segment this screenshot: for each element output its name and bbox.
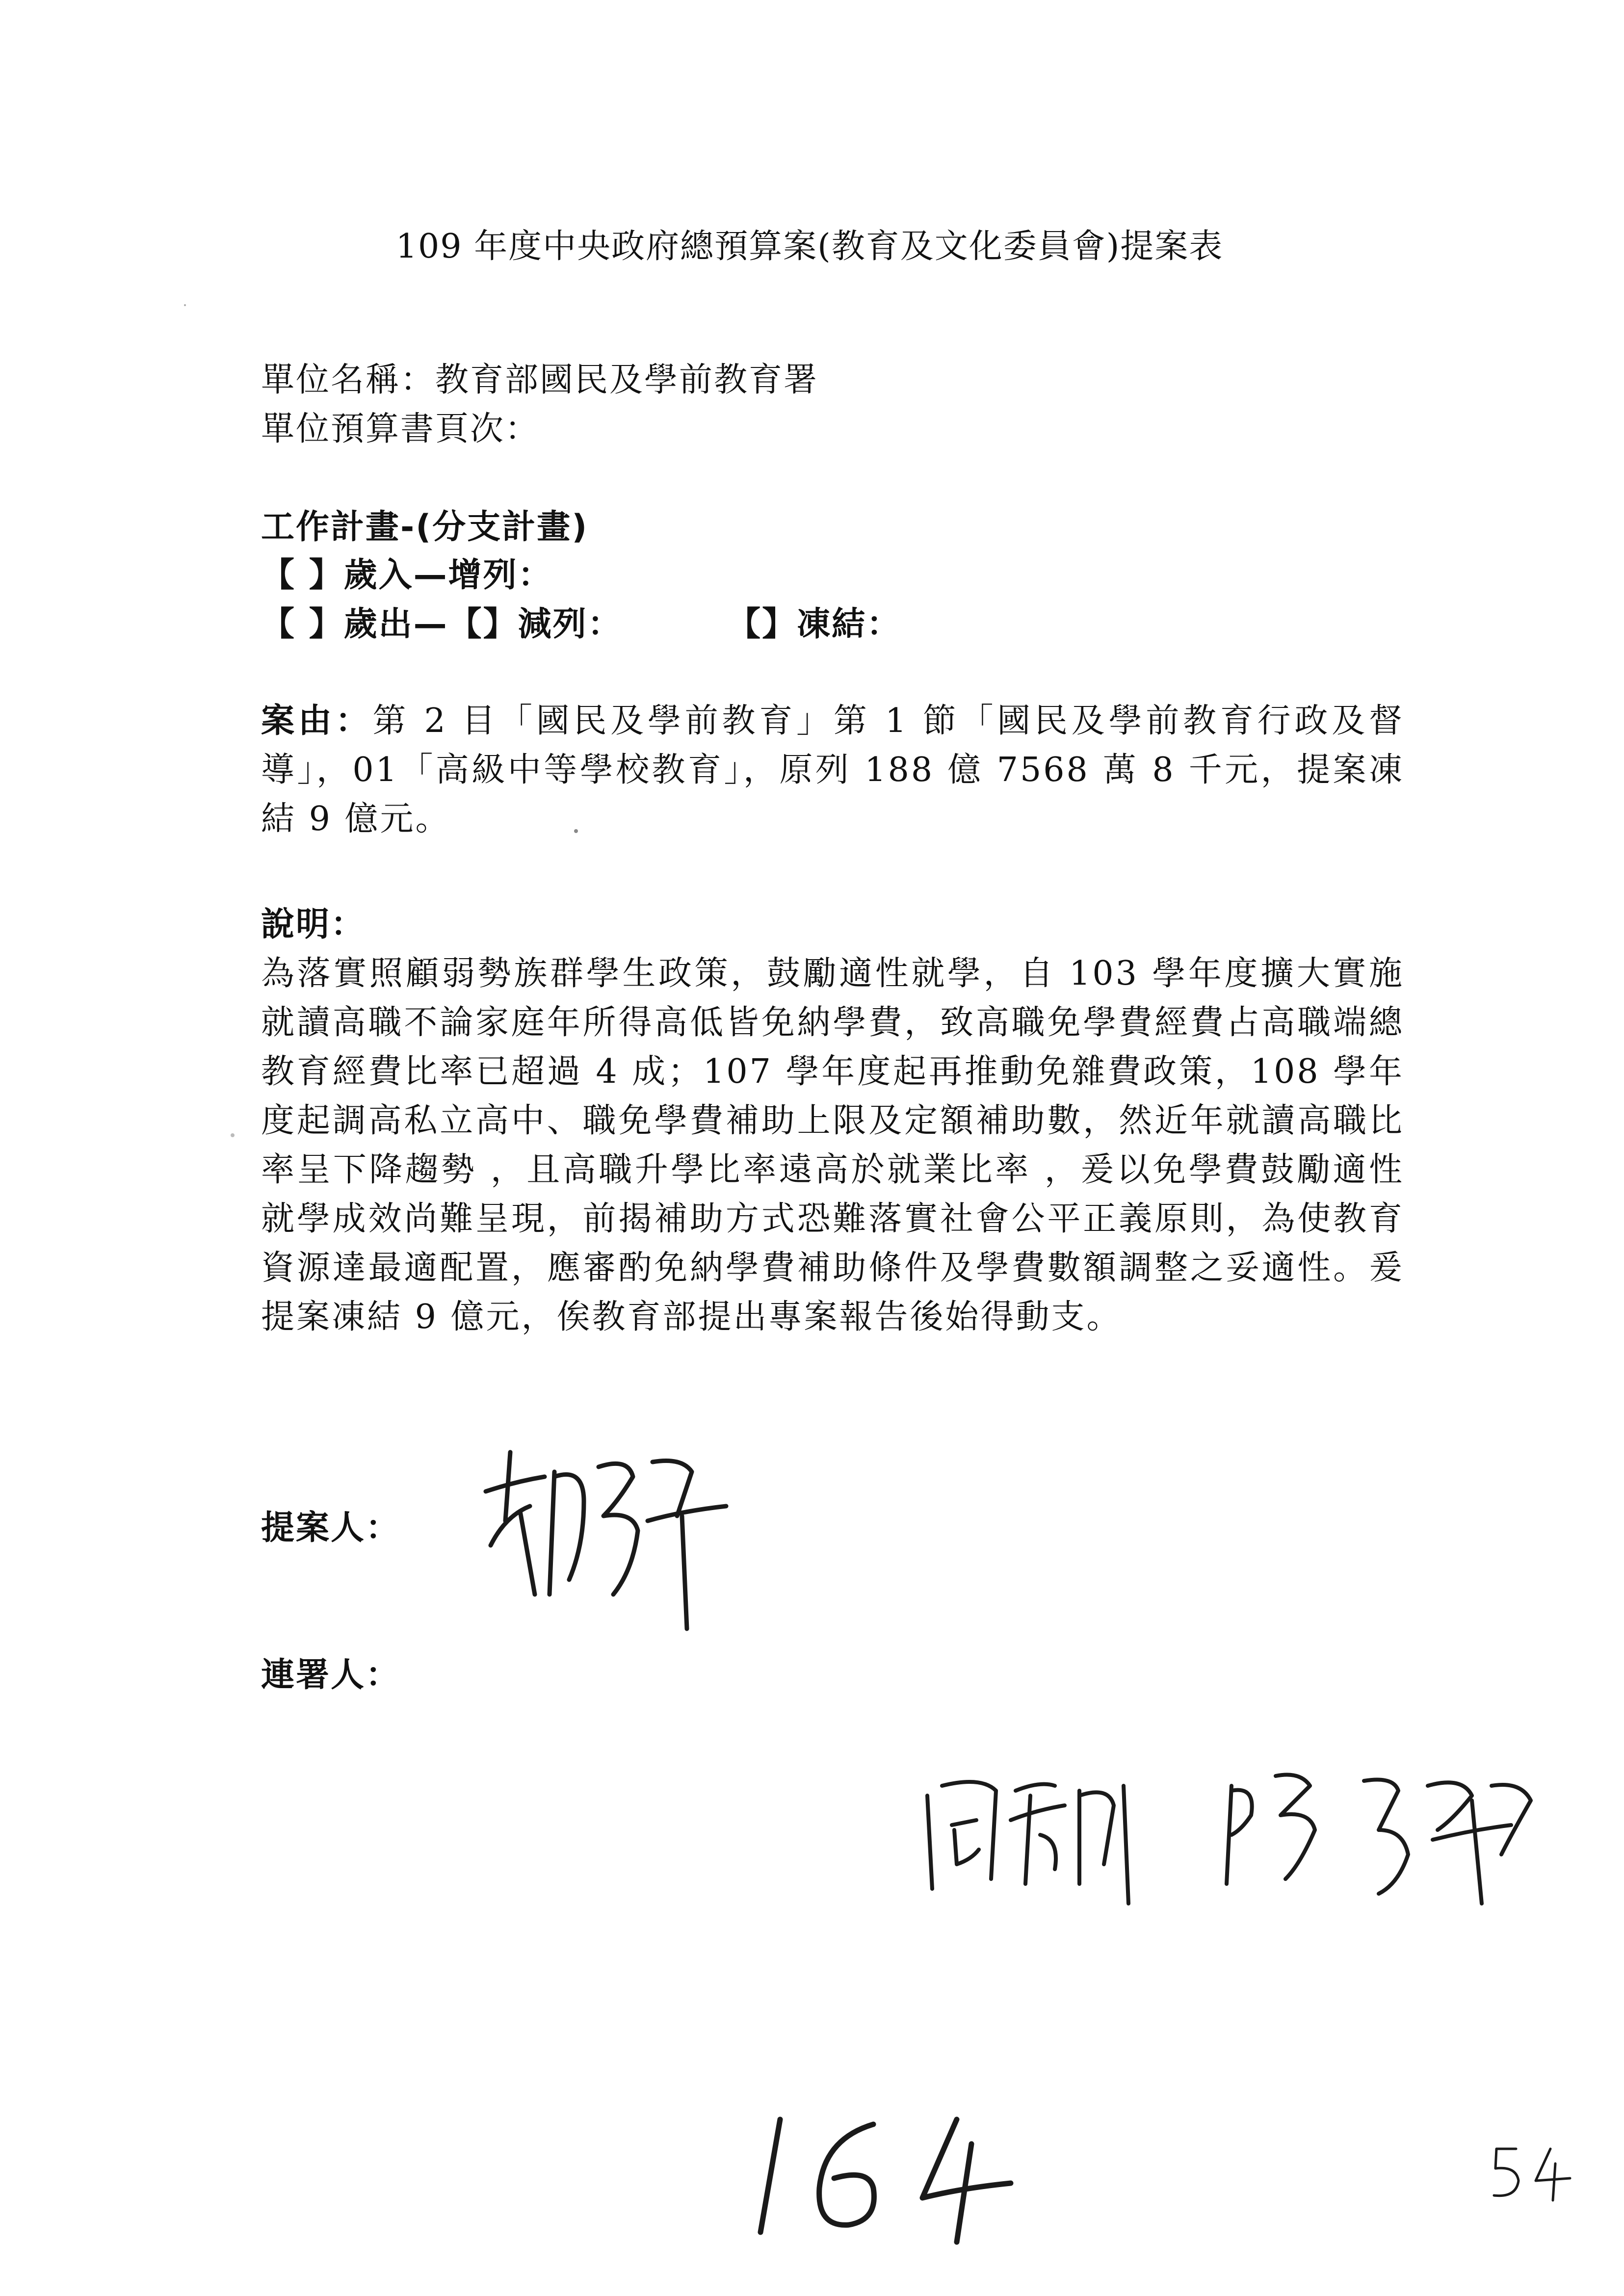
scan-speck: [184, 304, 186, 306]
explanation-text: 為落實照顧弱勢族群學生政策，鼓勵適性就學，自 103 學年度擴大實施就讀高職不論家庭年所得高低皆免納學費，致高職免學費經費占高職端總教育經費比率已超過 4 成；107 學年度起再推動免雜費政策，108 學年度起調高私立高中、職免學費補助上限及定額補助數，然近年就讀高職比率呈下降趨勢 ，且高職升學比率遠高於就業比率 ，爰以免學費鼓勵適性就學成效尚難呈現，前揭補助方式恐難落實社會公平正義原則，為使教育資源達最適配置，應審酌免納學費補助條件及學費數額調整之妥適性。爰提案凍結 9 億元，俟教育部提出專案報告後始得動支。: [261, 954, 1404, 1336]
scan-speck: [574, 829, 578, 833]
budget-page-reference: 單位預算書頁次：: [261, 410, 540, 448]
proposer-label: 提案人：: [261, 1509, 401, 1547]
explanation-label: 說明：: [261, 905, 366, 944]
handwritten-page-number: [726, 2100, 1030, 2247]
cosigner-label: 連署人：: [261, 1656, 401, 1695]
proposer-signature: [471, 1433, 746, 1644]
case-paragraph: [261, 697, 1404, 844]
freeze-label: 【】凍結：: [727, 605, 902, 644]
unit-name: 單位名稱：教育部國民及學前教育署: [261, 361, 819, 399]
expense-line: [261, 598, 901, 645]
case-text: 第 2 目「國民及學前教育」第 1 節「國民及學前教育行政及督導」，01「高級中等學校教育」，原列 188 億 7568 萬 8 千元，提案凍結 9 億元。: [261, 702, 1404, 838]
cosigner-signature-2: [1217, 1756, 1570, 1913]
case-label: 案由：: [261, 702, 373, 740]
document-title: 109 年度中央政府總預算案(教育及文化委員會)提案表: [395, 227, 1224, 266]
expense-reduction-label: 【 】歲出—【】減列：: [261, 605, 623, 644]
cosigner-signature-1: [917, 1766, 1173, 1908]
corner-number: [1482, 2139, 1580, 2208]
revenue-line: 【 】歲入—增列：: [261, 556, 553, 595]
work-plan-heading: 工作計畫-(分支計畫): [261, 508, 589, 547]
scan-speck: [231, 1133, 235, 1137]
